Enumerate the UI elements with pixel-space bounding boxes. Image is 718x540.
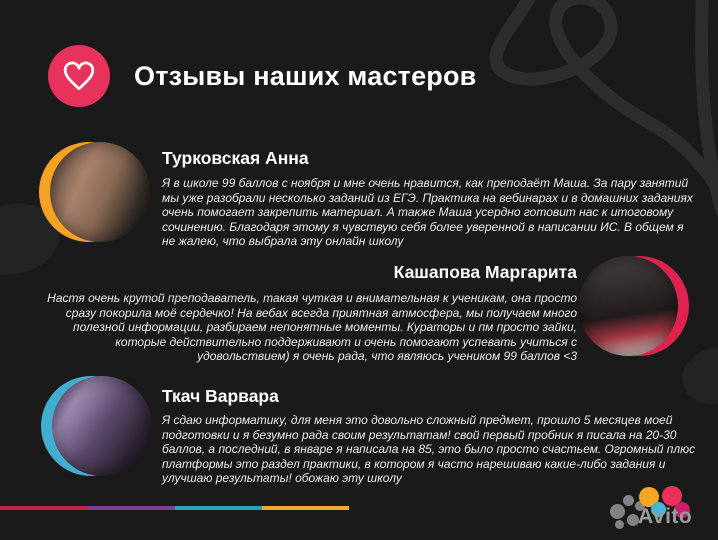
avito-watermark bbox=[610, 484, 718, 536]
stripe-segment-yellow bbox=[262, 506, 349, 510]
watermark-dot bbox=[610, 504, 625, 519]
avatar-kashapova bbox=[578, 256, 678, 356]
stripe-segment-teal bbox=[175, 506, 262, 510]
right-blob-decoration bbox=[675, 337, 718, 413]
avito-brand-text: Avito bbox=[638, 505, 693, 528]
watermark-dot bbox=[615, 520, 624, 529]
avatar-photo bbox=[50, 142, 150, 242]
heart-icon bbox=[62, 60, 96, 92]
stripe-segment-red bbox=[0, 506, 88, 510]
avatar-photo bbox=[52, 376, 152, 476]
testimonial-text: Я сдаю информатику, для меня это довольно сложный предмет, прошло 5 месяцев моей подготовки и я безумно рада своим результатам! свой первый пробник я писала на 20-30 баллов, а последний, в январе я написала на 85, это было просто счастьем. Огромный плюс платформы это раздел практики, в котором я часто нарешиваю какие-либо задания и улучшаю результаты! обожаю эту школу bbox=[162, 413, 696, 486]
watermark-dot bbox=[623, 495, 634, 506]
testimonial-text: Я в школе 99 баллов с ноября и мне очень нравится, как преподаёт Маша. За пару занятий мы уже разобрали несколько заданий из ЕГЭ. Практика на вебинарах и в домашних заданиях очень помогает закрепить материал. А также Маша усердно готовит нас к итоговому сочинению. Благодаря этому я чувствую себя более уверенной в написании ИС. В общем я не жалею, что выбрала эту онлайн школу bbox=[162, 176, 693, 249]
avatar-tkach bbox=[52, 376, 152, 476]
heart-badge bbox=[48, 45, 110, 107]
testimonial-name: Ткач Варвара bbox=[162, 386, 279, 406]
testimonial-text: Настя очень крутой преподаватель, такая чуткая и внимательная к ученикам, она просто сразу покорила моё сердечко! На вебах всегда приятная атмосфера, мы получаем много полезной информации, разбираем непонятные моменты. Кураторы и пм просто зайки, которые действительно поддерживают и очень помогают успевать учиться с удовольствием) я очень рада, что являюсь учеником 99 баллов <3 bbox=[47, 291, 577, 364]
footer-color-stripe bbox=[0, 506, 349, 510]
avatar-turkovskaya bbox=[50, 142, 150, 242]
stripe-segment-purple bbox=[88, 506, 175, 510]
page-title: Отзывы наших мастеров bbox=[134, 61, 477, 91]
testimonial-name: Турковская Анна bbox=[162, 148, 309, 168]
avatar-photo bbox=[578, 256, 678, 356]
testimonial-name: Кашапова Маргарита bbox=[393, 262, 577, 282]
